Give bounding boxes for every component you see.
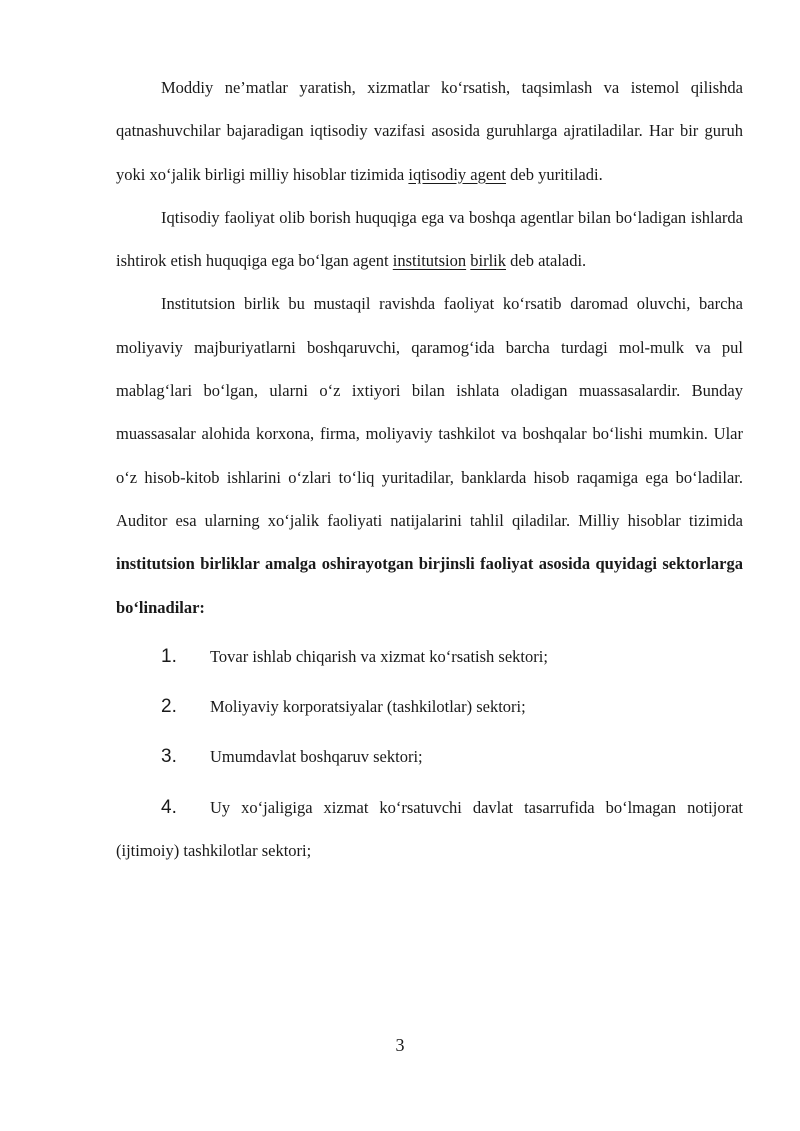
list-number: 4. xyxy=(161,796,177,818)
list-item xyxy=(116,685,743,728)
list-item-text: Moliyaviy korporatsiyalar (tashkilotlar) sektori; xyxy=(210,697,526,717)
list-item-text: Umumdavlat boshqaruv sektori; xyxy=(210,747,423,767)
list-number: 3. xyxy=(161,746,177,768)
list-item xyxy=(116,635,743,678)
paragraph-text: deb yuritiladi. xyxy=(506,164,603,184)
paragraph-economic-agent xyxy=(116,66,743,196)
list-item xyxy=(116,786,743,873)
paragraph-text: Iqtisodiy faoliyat olib borish huquqiga ega va boshqa agentlar bilan bo‘ladigan ishlarda ishtirok etish huquqiga ega bo‘lgan agent xyxy=(116,207,743,271)
paragraph-text: Moddiy ne’matlar yaratish, xizmatlar ko‘rsatish, taqsimlash va istemol qilishda qatnashuvchilar bajaradigan iqtisodiy vazifasi asosida guruhlarga ajratiladilar. Har bir guruh yoki xo‘jalik birligi milliy hisoblar tizimida xyxy=(116,78,743,184)
sectors-list xyxy=(116,635,743,872)
document-page xyxy=(116,66,743,879)
list-number: 2. xyxy=(161,696,177,718)
bold-statement: institutsion birliklar amalga oshirayotgan birjinsli faoliyat asosida quyidagi sektorlarga bo‘linadilar: xyxy=(116,554,743,617)
page-number: 3 xyxy=(395,1035,405,1055)
paragraph-text: Institutsion birlik bu mustaqil ravishda faoliyat ko‘rsatib daromad oluvchi, barcha moliyaviy majburiyatlarni boshqaruvchi, qaramog‘ida barcha turdagi mol-mulk va pul mablag‘lari bo‘lgan, ularni o‘z ixtiyori bilan ishlata oladigan muassasalardir. Bunday muassasalar alohida korxona, firma, moliyaviy tashkilot va boshqalar bo‘lishi mumkin. Ular o‘z hisob-kitob ishlarini o‘zlari to‘liq yuritadilar, banklarda hisob raqamiga ega bo‘ladilar. Auditor esa ularning xo‘jalik faoliyati natijalarini tahlil qiladilar. Milliy hisoblar tizimida xyxy=(116,294,743,530)
term-institutional: institutsion xyxy=(392,251,467,271)
paragraph-institutional-unit xyxy=(116,196,743,283)
list-item xyxy=(116,735,743,778)
list-number: 1. xyxy=(161,645,177,667)
list-item-text: Uy xo‘jaligiga xizmat ko‘rsatuvchi davlat tasarrufida bo‘lmagan notijorat (ijtimoiy) tashkilotlar sektori; xyxy=(116,797,743,861)
list-item-text: Tovar ishlab chiqarish va xizmat ko‘rsatish sektori; xyxy=(210,646,548,666)
term-unit: birlik xyxy=(470,251,507,271)
paragraph-institutional-definition xyxy=(116,282,743,628)
paragraph-text: deb ataladi. xyxy=(506,251,587,271)
term-economic-agent: iqtisodiy agent xyxy=(408,164,507,184)
